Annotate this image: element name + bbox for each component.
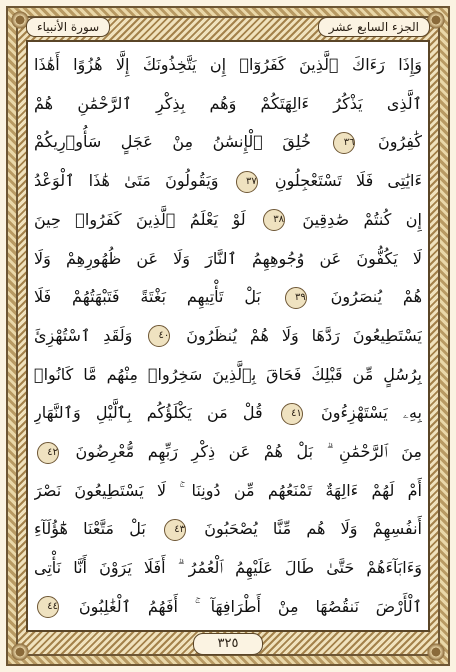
ayah-number-marker: ٣٦ <box>333 132 355 154</box>
page-footer <box>0 632 456 656</box>
verse-text: قُلْ مَن يَكْلَؤُكُم بِٱلَّيْلِ وَٱلنَّهَارِ <box>34 403 263 423</box>
ayah-number-marker: ٤٤ <box>37 596 59 618</box>
verse-text: بَلْ تَأْتِيهِم بَغْتَةً فَتَبْهَتُهُمْ فَلَا <box>34 287 261 307</box>
page-number: ٣٢٥ <box>193 633 263 655</box>
verse-text: كَٰفِرُونَ <box>377 132 422 152</box>
verse-text: ٱلْأَرْضَ نَنقُصُهَا مِنْ أَطْرَافِهَآ ۚ أَفَهُمُ ٱلْغَٰلِبُونَ <box>78 596 422 616</box>
page-header <box>26 16 430 38</box>
text-line <box>34 356 422 394</box>
ayah-number-marker: ٣٧ <box>236 171 258 193</box>
text-line <box>34 317 422 355</box>
verse-text: بِرُسُلٍ مِّن قَبْلِكَ فَحَاقَ بِٱلَّذِينَ سَخِرُوا۟ مِنْهُم مَّا كَانُوا۟ <box>34 364 422 384</box>
text-line <box>34 472 422 510</box>
text-line <box>34 85 422 123</box>
text-line <box>34 549 422 587</box>
verse-text: ءَايَٰتِى فَلَا تَسْتَعْجِلُونِ <box>274 171 422 191</box>
verse-text: وَءَابَآءَهُمْ حَتَّىٰ طَالَ عَلَيْهِمُ ٱلْعُمُرُ ۗ أَفَلَا يَرَوْنَ أَنَّا نَأْتِى <box>34 558 422 578</box>
text-line <box>34 240 422 278</box>
text-line <box>34 510 422 548</box>
verse-text: وَلَقَدِ ٱسْتُهْزِئَ <box>34 325 133 345</box>
text-line <box>34 394 422 432</box>
verse-text: لَوْ يَعْلَمُ ٱلَّذِينَ كَفَرُوا۟ حِينَ <box>34 209 246 229</box>
verse-text: خُلِقَ ٱلْإِنسَٰنُ مِنْ عَجَلٍ سَأُو۟رِيكُمْ <box>34 132 311 152</box>
text-line <box>34 433 422 471</box>
text-line <box>34 588 422 626</box>
verse-text: بِهِۦ يَسْتَهْزِءُونَ <box>320 403 422 423</box>
ayah-number-marker: ٤٢ <box>37 442 59 464</box>
verse-text: يَسْتَطِيعُونَ رَدَّهَا وَلَا هُمْ يُنظَرُونَ <box>186 325 422 345</box>
verse-text: وَإِذَا رَءَاكَ ٱلَّذِينَ كَفَرُوٓا۟ إِن يَتَّخِذُونَكَ إِلَّا هُزُوًا أَهَٰذَا <box>34 55 422 74</box>
verse-text: أَنفُسِهِمْ وَلَا هُم مِّنَّا يُصْحَبُونَ <box>204 519 422 539</box>
ayah-number-marker: ٤٣ <box>164 519 186 541</box>
verse-text: إِن كُنتُمْ صَٰدِقِينَ <box>302 209 422 229</box>
verse-text: مِنَ ٱلرَّحْمَٰنِ ۗ بَلْ هُمْ عَن ذِكْرِ رَبِّهِم مُّعْرِضُونَ <box>75 442 422 462</box>
ayah-number-marker: ٤١ <box>281 403 303 425</box>
text-line <box>34 278 422 316</box>
verse-text: وَيَقُولُونَ مَتَىٰ هَٰذَا ٱلْوَعْدُ <box>34 171 219 191</box>
ayah-number-marker: ٣٩ <box>285 287 307 309</box>
verse-text: ٱلَّذِى يَذْكُرُ ءَالِهَتَكُمْ وَهُم بِذِكْرِ ٱلرَّحْمَٰنِ هُمْ <box>34 93 422 113</box>
text-line <box>34 201 422 239</box>
surah-name-label: سورة الأنبياء <box>26 17 110 37</box>
text-line <box>34 46 422 84</box>
quran-text-block <box>34 44 422 628</box>
verse-text: بَلْ مَتَّعْنَا هَٰٓؤُلَآءِ <box>34 519 146 539</box>
verse-text: هُمْ يُنصَرُونَ <box>330 287 422 307</box>
verse-text: لَا يَكُفُّونَ عَن وُجُوهِهِمُ ٱلنَّارَ وَلَا عَن ظُهُورِهِمْ وَلَا <box>34 248 422 268</box>
ayah-number-marker: ٤٠ <box>148 325 170 347</box>
ayah-number-marker: ٣٨ <box>263 209 285 231</box>
juz-label: الجزء السابع عشر <box>318 17 430 37</box>
verse-text: أَمْ لَهُمْ ءَالِهَةٌ تَمْنَعُهُم مِّن دُونِنَا ۚ لَا يَسْتَطِيعُونَ نَصْرَ <box>34 480 422 500</box>
text-line <box>34 162 422 200</box>
text-line <box>34 123 422 161</box>
